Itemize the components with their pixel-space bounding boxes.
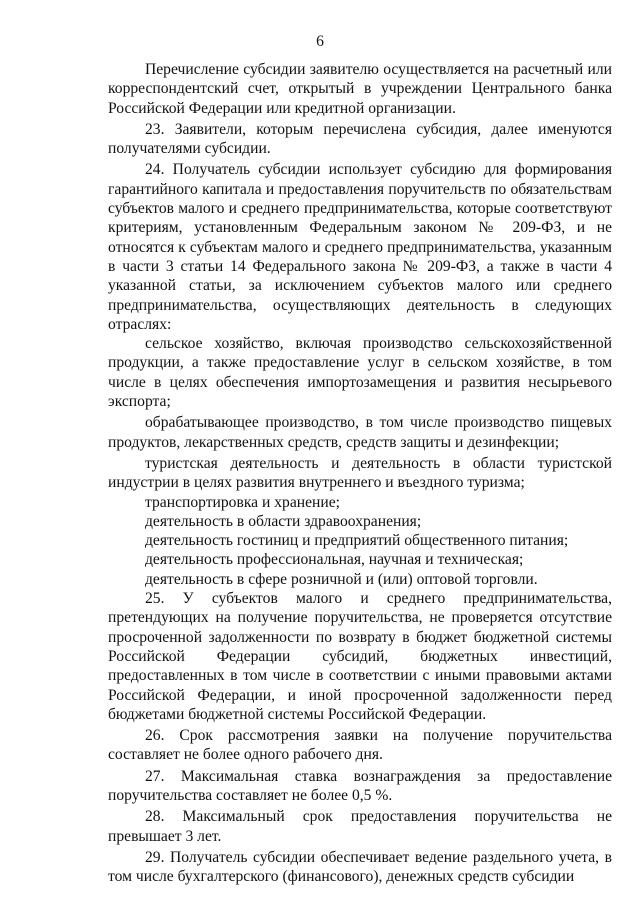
list-item-tourism: туристская деятельность и деятельность в области туристской индустрии в целях развития внутреннего и въездного туризма;: [108, 454, 612, 492]
list-item-trade: деятельность в сфере розничной и (или) оптовой торговли.: [145, 570, 538, 588]
paragraph-23: 23. Заявители, которым перечислена субсидия, далее именуются получателями субсидии.: [108, 120, 612, 158]
paragraph-28: 28. Максимальный срок предоставления поручительства не превышает 3 лет.: [108, 808, 612, 845]
list-item-healthcare: деятельность в области здравоохранения;: [145, 512, 422, 530]
paragraph-25: 25. У субъектов малого и среднего предпринимательства, претендующих на получение поручительства, не проверяется отсутствие просроченной задолженности по возврату в бюджет бюджетной системы Российской Федерации субсидий, бюджетных инвестиций, предоставленных в том числе в соответствии с иными правовыми актами Российской Федерации, и иной просроченной задолженности перед бюджетами бюджетной системы Российской Федерации.: [108, 590, 612, 723]
paragraph-24: 24. Получатель субсидии использует субсидию для формирования гарантийного капитала и предоставления поручительств по обязательствам субъектов малого и среднего предпринимательства, которые соответствуют критериям, установленным Федеральным законом № 209-ФЗ, и не относятся к субъектам малого и среднего предпринимательства, указанным в части 3 статьи 14 Федерального закона № 209-ФЗ, а также в части 4 указанной статьи, за исключением субъектов малого или среднего предпринимательства, осуществляющих деятельность в следующих отраслях:: [108, 161, 612, 333]
list-item-professional: деятельность профессиональная, научная и техническая;: [145, 551, 524, 569]
list-item-hospitality: деятельность гостиниц и предприятий общественного питания;: [145, 532, 569, 550]
paragraph-transfer: Перечисление субсидии заявителю осуществляется на расчетный или корреспондентский счет, открытый в учреждении Центрального банка Российской Федерации или кредитной организации.: [108, 61, 612, 117]
list-item-agriculture: сельское хозяйство, включая производство сельскохозяйственной продукции, а также предоставление услуг в сельском хозяйстве, в том числе в целях обеспечения импортозамещения и развития несырьевого экспорта;: [108, 335, 612, 411]
list-item-transport: транспортировка и хранение;: [145, 493, 340, 511]
document-body: [108, 60, 612, 886]
paragraph-26: 26. Срок рассмотрения заявки на получение поручительства составляет не более одного рабочего дня.: [108, 727, 612, 764]
page-number: 6: [316, 33, 324, 50]
paragraph-27: 27. Максимальная ставка вознаграждения за предоставление поручительства составляет не более 0,5 %.: [108, 767, 612, 804]
list-item-manufacturing: обрабатывающее производство, в том числе производство пищевых продуктов, лекарственных средств, средств защиты и дезинфекции;: [108, 414, 612, 451]
paragraph-29: 29. Получатель субсидии обеспечивает ведение раздельного учета, в том числе бухгалтерского (финансового), денежных средств субсидии: [108, 848, 612, 886]
